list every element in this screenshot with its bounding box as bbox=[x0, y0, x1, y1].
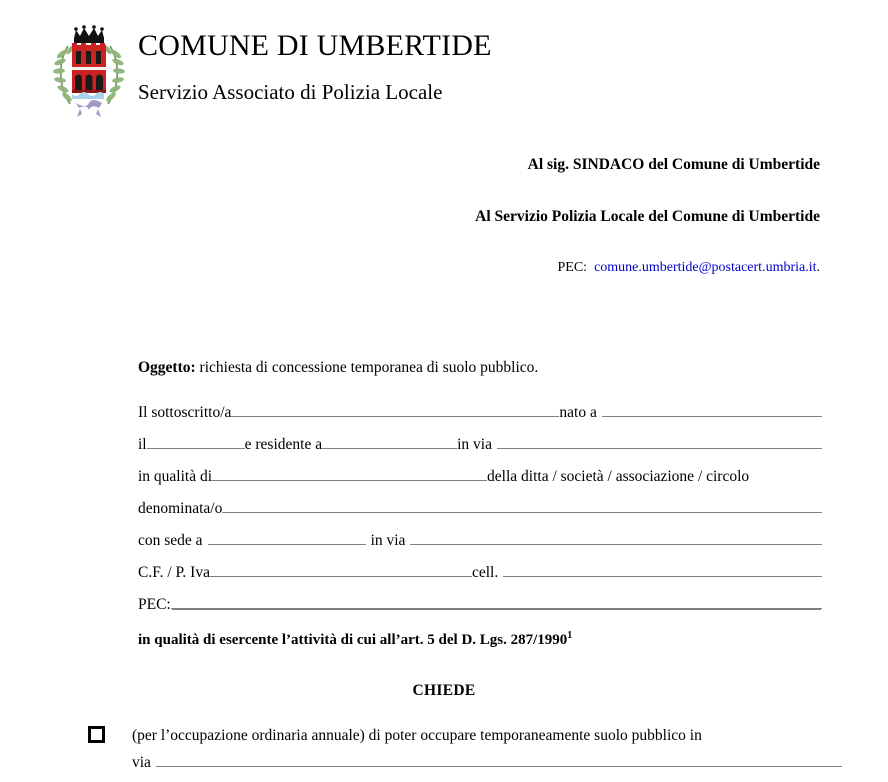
blank-field-luogo-nascita[interactable] bbox=[602, 404, 822, 417]
pec-contact-line bbox=[0, 259, 820, 277]
pec-label: PEC: bbox=[557, 260, 588, 275]
label-residente-a: e residente a bbox=[244, 436, 323, 453]
label-in-via-residenza: in via bbox=[457, 436, 492, 453]
label-pec-field: PEC: bbox=[138, 596, 171, 613]
option-text-line2 bbox=[132, 749, 842, 776]
blank-field-residenza[interactable] bbox=[322, 436, 457, 449]
subject-label: Oggetto: bbox=[138, 359, 196, 376]
request-option-block bbox=[88, 722, 848, 776]
chiede-heading: CHIEDE bbox=[412, 682, 476, 699]
label-cell: cell. bbox=[471, 564, 499, 581]
checkbox-icon-occupazione-annuale[interactable] bbox=[88, 726, 105, 743]
page-title: COMUNE DI UMBERTIDE bbox=[138, 29, 492, 62]
blank-field-via-sede[interactable] bbox=[410, 532, 822, 545]
blank-field-via-occupazione[interactable] bbox=[156, 754, 842, 767]
label-nato-a: nato a bbox=[559, 404, 597, 421]
form-line-sottoscritto bbox=[138, 402, 822, 423]
form-line-codice-fiscale bbox=[138, 562, 822, 583]
label-con-sede-a: con sede a bbox=[138, 532, 203, 549]
blank-field-cell[interactable] bbox=[503, 564, 822, 577]
blank-field-via-residenza[interactable] bbox=[497, 436, 822, 449]
form-line-pec bbox=[138, 594, 822, 615]
label-in-via-sede: in via bbox=[370, 532, 406, 549]
form-body bbox=[138, 358, 822, 650]
label-ditta-societa: della ditta / società / associazione / circolo bbox=[487, 468, 750, 485]
blank-field-data-nascita[interactable] bbox=[147, 436, 245, 449]
recipients-block bbox=[0, 155, 820, 277]
label-il: il bbox=[138, 436, 147, 453]
pec-trailing-period: . bbox=[816, 260, 820, 275]
page-subtitle: Servizio Associato di Polizia Locale bbox=[138, 80, 443, 104]
footnote-marker: 1 bbox=[567, 630, 573, 641]
article-reference-line bbox=[138, 626, 822, 650]
header-text-block bbox=[138, 28, 838, 105]
comune-coat-of-arms-emblem bbox=[52, 24, 126, 120]
recipient-polizia-locale: Al Servizio Polizia Locale del Comune di Umbertide bbox=[475, 208, 820, 225]
option-text-line1: (per l’occupazione ordinaria annuale) di poter occupare temporaneamente suolo pubblico in bbox=[132, 727, 702, 744]
blank-field-nome[interactable] bbox=[231, 404, 559, 417]
form-line-qualita bbox=[138, 466, 822, 487]
label-cf-piva: C.F. / P. Iva bbox=[138, 564, 210, 581]
form-line-nascita-residenza bbox=[138, 434, 822, 455]
blank-field-denominazione[interactable] bbox=[222, 500, 822, 513]
pec-email-link[interactable]: comune.umbertide@postacert.umbria.it bbox=[594, 260, 817, 275]
blank-field-sede-citta[interactable] bbox=[208, 532, 366, 545]
label-denominata: denominata/o bbox=[138, 500, 223, 517]
subject-text: richiesta di concessione temporanea di suolo pubblico. bbox=[199, 359, 539, 376]
article-reference-text: in qualità di esercente l’attività di cui all’art. 5 del D. Lgs. 287/1990 bbox=[138, 632, 568, 648]
label-sottoscritto: Il sottoscritto/a bbox=[138, 404, 232, 421]
blank-field-qualita[interactable] bbox=[212, 468, 487, 481]
form-line-sede bbox=[138, 530, 822, 551]
form-line-denominazione bbox=[138, 498, 822, 519]
label-via-occupazione: via bbox=[132, 754, 151, 771]
blank-field-pec[interactable] bbox=[171, 596, 822, 609]
label-in-qualita-di: in qualità di bbox=[138, 468, 213, 485]
blank-field-cf-piva[interactable] bbox=[210, 564, 472, 577]
recipient-sindaco: Al sig. SINDACO del Comune di Umbertide bbox=[527, 156, 820, 173]
subject-line bbox=[138, 358, 822, 378]
document-header bbox=[0, 0, 888, 130]
